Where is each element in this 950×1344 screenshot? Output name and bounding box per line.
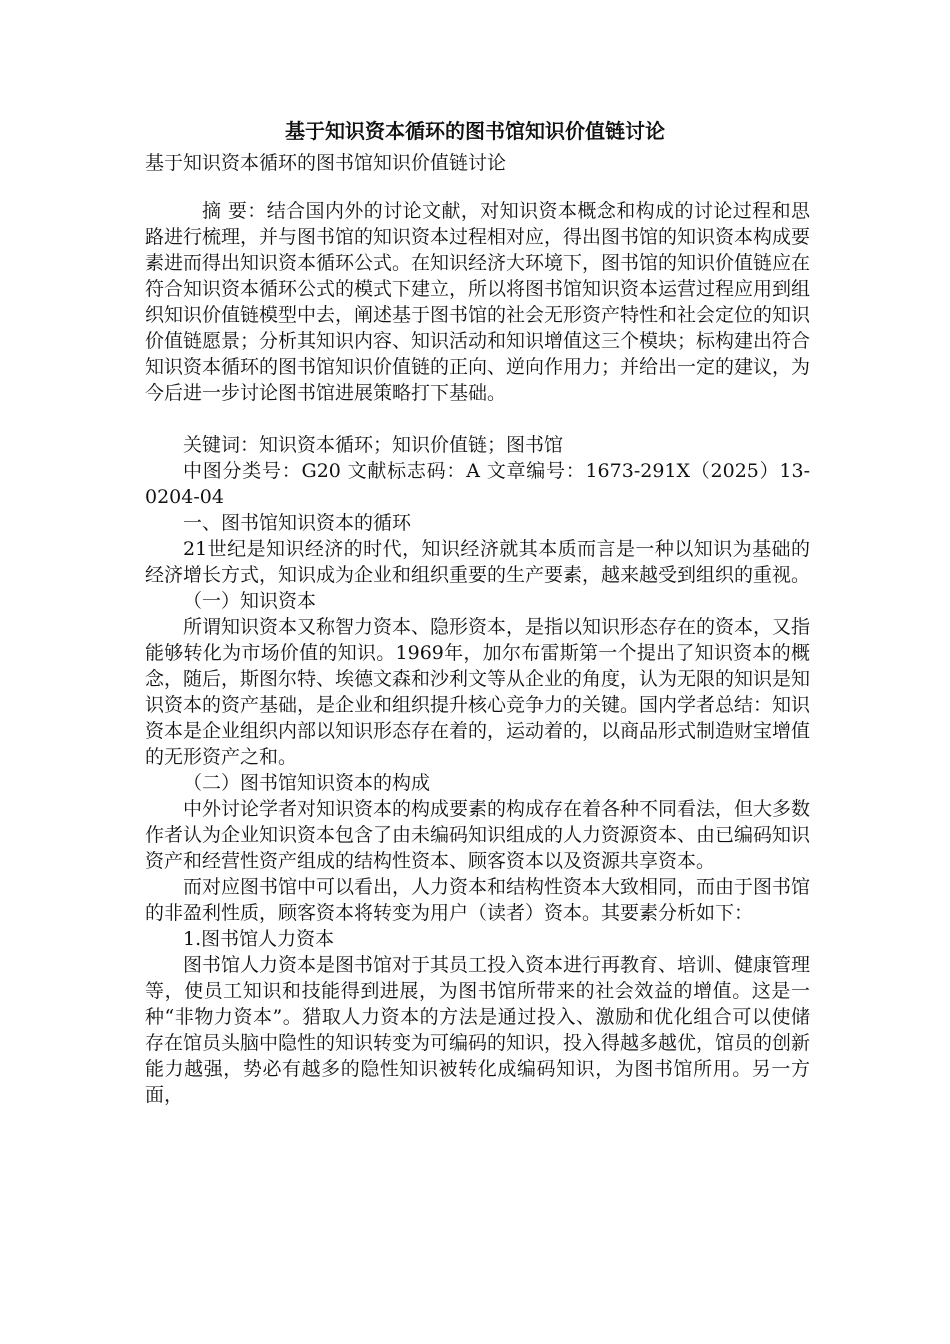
document-title: 基于知识资本循环的图书馆知识价值链讨论 [285,119,665,143]
classification-line: 中图分类号：G20 文献标志码：A 文章编号：1673-291X（2025）13-0204-04 [145,460,810,508]
subsection-heading: （二）图书馆知识资本的构成 [183,772,431,794]
document-subtitle: 基于知识资本循环的图书馆知识价值链讨论 [145,152,507,174]
section-heading: 一、图书馆知识资本的循环 [183,512,412,534]
body-paragraph: 而对应图书馆中可以看出，人力资本和结构性资本大致相同，而由于图书馆的非盈利性质，顾客资本将转变为用户（读者）资本。其要素分析如下： [145,876,811,924]
subsection-heading: （一）知识资本 [183,590,317,612]
item-heading: 1.图书馆人力资本 [183,928,335,950]
body-paragraph: 中外讨论学者对知识资本的构成要素的构成存在着各种不同看法，但大多数作者认为企业知识资本包含了由未编码知识组成的人力资源资本、由已编码知识资产和经营性资产组成的结构性资本、顾客资本以及资源共享资本。 [145,798,811,872]
document-body [145,198,810,1108]
body-paragraph: 所谓知识资本又称智力资本、隐形资本，是指以知识形态存在的资本，又指能够转化为市场价值的知识。1969年，加尔布雷斯第一个提出了知识资本的概念，随后，斯图尔特、埃德文森和沙利文等从企业的角度，认为无限的知识是知识资本的资产基础，是企业和组织提升核心竞争力的关键。国内学者总结：知识资本是企业组织内部以知识形态存在着的，运动着的，以商品形式制造财宝增值的无形资产之和。 [145,616,811,768]
body-paragraph: 图书馆人力资本是图书馆对于其员工投入资本进行再教育、培训、健康管理等，使员工知识和技能得到进展，为图书馆所带来的社会效益的增值。这是一种“非物力资本”。猎取人力资本的方法是通过投入、激励和优化组合可以使储存在馆员头脑中隐性的知识转变为可编码的知识，投入得越多越优，馆员的创新能力越强，势必有越多的隐性知识被转化成编码知识，为图书馆所用。另一方面， [145,954,811,1106]
keywords-line: 关键词：知识资本循环；知识价值链；图书馆 [183,434,564,456]
body-paragraph: 21世纪是知识经济的时代，知识经济就其本质而言是一种以知识为基础的经济增长方式，知识成为企业和组织重要的生产要素，越来越受到组织的重视。 [145,538,811,586]
abstract-paragraph: 摘 要：结合国内外的讨论文献，对知识资本概念和构成的讨论过程和思路进行梳理，并与图书馆的知识资本过程相对应，得出图书馆的知识资本构成要素进而得出知识资本循环公式。在知识经济大环境下，图书馆的知识价值链应在符合知识资本循环公式的模式下建立，所以将图书馆知识资本运营过程应用到组织知识价值链模型中去，阐述基于图书馆的社会无形资产特性和社会定位的知识价值链愿景；分析其知识内容、知识活动和知识增值这三个模块；标构建出符合知识资本循环的图书馆知识价值链的正向、逆向作用力；并给出一定的建议，为今后进一步讨论图书馆进展策略打下基础。 [145,200,811,404]
